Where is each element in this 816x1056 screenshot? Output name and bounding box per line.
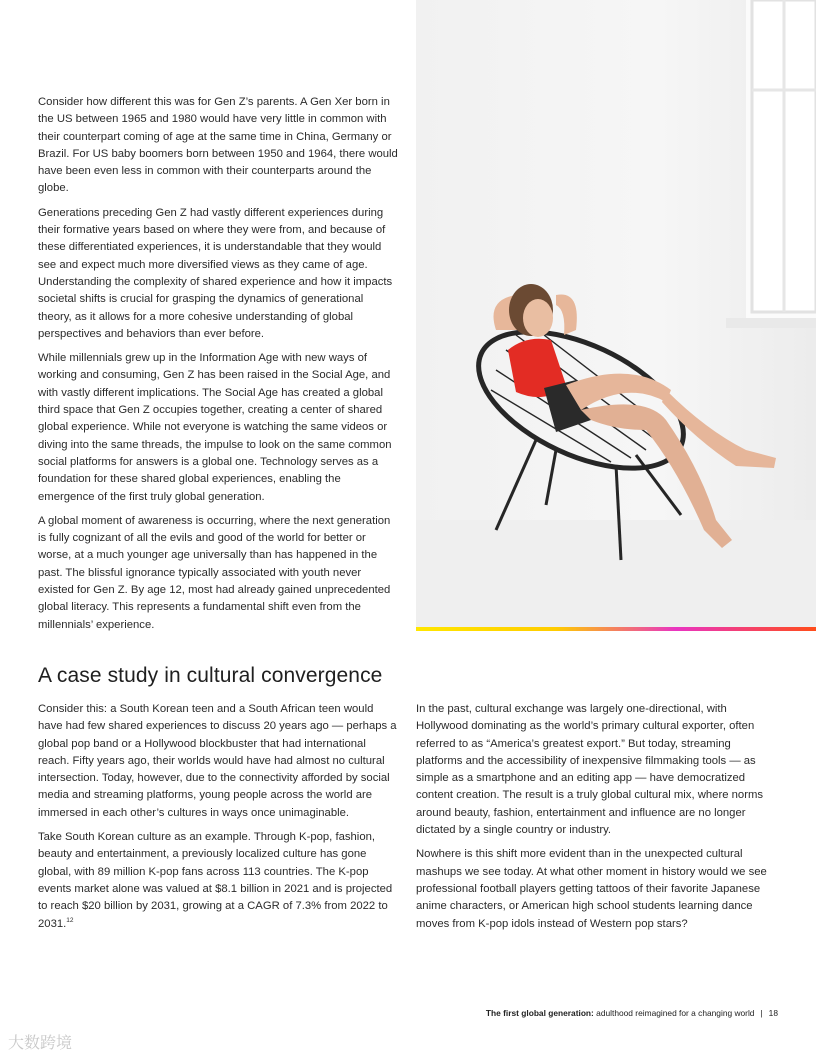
watermark-logo: [8, 1030, 72, 1053]
footnote-ref: 12: [66, 916, 74, 924]
page-footer: [486, 1008, 778, 1018]
footer-title-rest: adulthood reimagined for a changing world: [593, 1008, 755, 1018]
case-paragraph-4: Nowhere is this shift more evident than in the unexpected cultural mashups we see today. At what other moment in history would we see professional football players getting tattoos of their favorite Japanese anime characters, or American high school students learning dance moves from K-pop idols instead of Western pop stars?: [416, 848, 767, 930]
gradient-divider: [416, 627, 816, 631]
case-paragraph-1: Consider this: a South Korean teen and a South African teen would have had few shared experiences to discuss 20 years ago — perhaps a global pop band or a Hollywood blockbuster that had international reach. Fifty years ago, their worlds would have had almost no cultural intersection. Today, however, due to the connectivity afforded by social media and streaming platforms, young people across the world are immersed in each other’s cultures in ways once unimaginable.: [38, 703, 397, 819]
intro-column: [38, 94, 400, 641]
case-study-left-column: [38, 701, 400, 940]
kpop-text: Take South Korean culture as an example. Through K-pop, fashion, beauty and entertainment, a previously localized culture has gone global, with 89 million K-pop fans across 113 countries. The K-pop events market alone was valued at $8.1 billion in 2021 and is projected to reach $20 billion by 2031, growing at a CAGR of 7.3% from 2022 to 2031.: [38, 831, 393, 930]
case-paragraph-kpop: [38, 829, 400, 933]
photo-illustration: [416, 0, 816, 628]
intro-paragraph-4: A global moment of awareness is occurring, where the next generation is fully cognizant of all the evils and good of the world for better or worse, at a much younger age universally than has happened in the past. The blissful ignorance typically associated with youth never existed for Gen Z. By age 12, most had already gained unprecedented global literacy. This represents a fundamental shift even from the millennials’ experience.: [38, 514, 391, 631]
case-paragraph-3: In the past, cultural exchange was largely one-directional, with Hollywood dominating as the world’s primary cultural exporter, often referred to as “America’s greatest export.” But today, streaming platforms and the accessibility of inexpensive filmmaking tools — as simple as a smartphone and an editing app — have democratized content creation. The result is a truly global cultural mix, where norms around beauty, fashion, entertainment and influence are no longer dictated by a single country or industry.: [416, 703, 764, 837]
intro-paragraph-1: Consider how different this was for Gen Z’s parents. A Gen Xer born in the US between 1965 and 1980 would have very little in common with their counterpart coming of age at the same time in China, Germany or Brazil. For US baby boomers born between 1950 and 1964, there would have been even less in common with their counterparts around the globe.: [38, 96, 398, 195]
intro-paragraph-3: While millennials grew up in the Information Age with new ways of working and consuming, Gen Z has been raised in the Social Age, and with vastly different implications. The Social Age has created a global third space that Gen Z occupies together, creating a center of shared global experience. While not everyone is watching the same videos or diving into the same threads, the impulse to look on the same common social platforms for answers is a global one. Technology serves as a foundation for these shared global experiences, enabling the emergence of the first truly global generation.: [38, 352, 392, 503]
watermark-text: 大数跨境: [8, 1035, 73, 1052]
page-number: 18: [768, 1008, 778, 1018]
case-study-right-column: [416, 701, 780, 940]
footer-separator: |: [760, 1008, 763, 1018]
photo-woman-in-chair: [416, 0, 816, 628]
footer-title-bold: The first global generation:: [485, 1008, 594, 1018]
intro-paragraph-2: Generations preceding Gen Z had vastly different experiences during their formative years based on where they were from, and because of these differentiated experiences, it is understandable that they would see and expect much more diversified views as they came of age. Understanding the complexity of shared experience and how it impacts societal shifts is crucial for grasping the dynamics of generational theory, as it allows for a more cohesive understanding of global perspectives and behaviors than ever before.: [38, 206, 393, 340]
section-heading: A case study in cultural convergence: [38, 664, 383, 687]
